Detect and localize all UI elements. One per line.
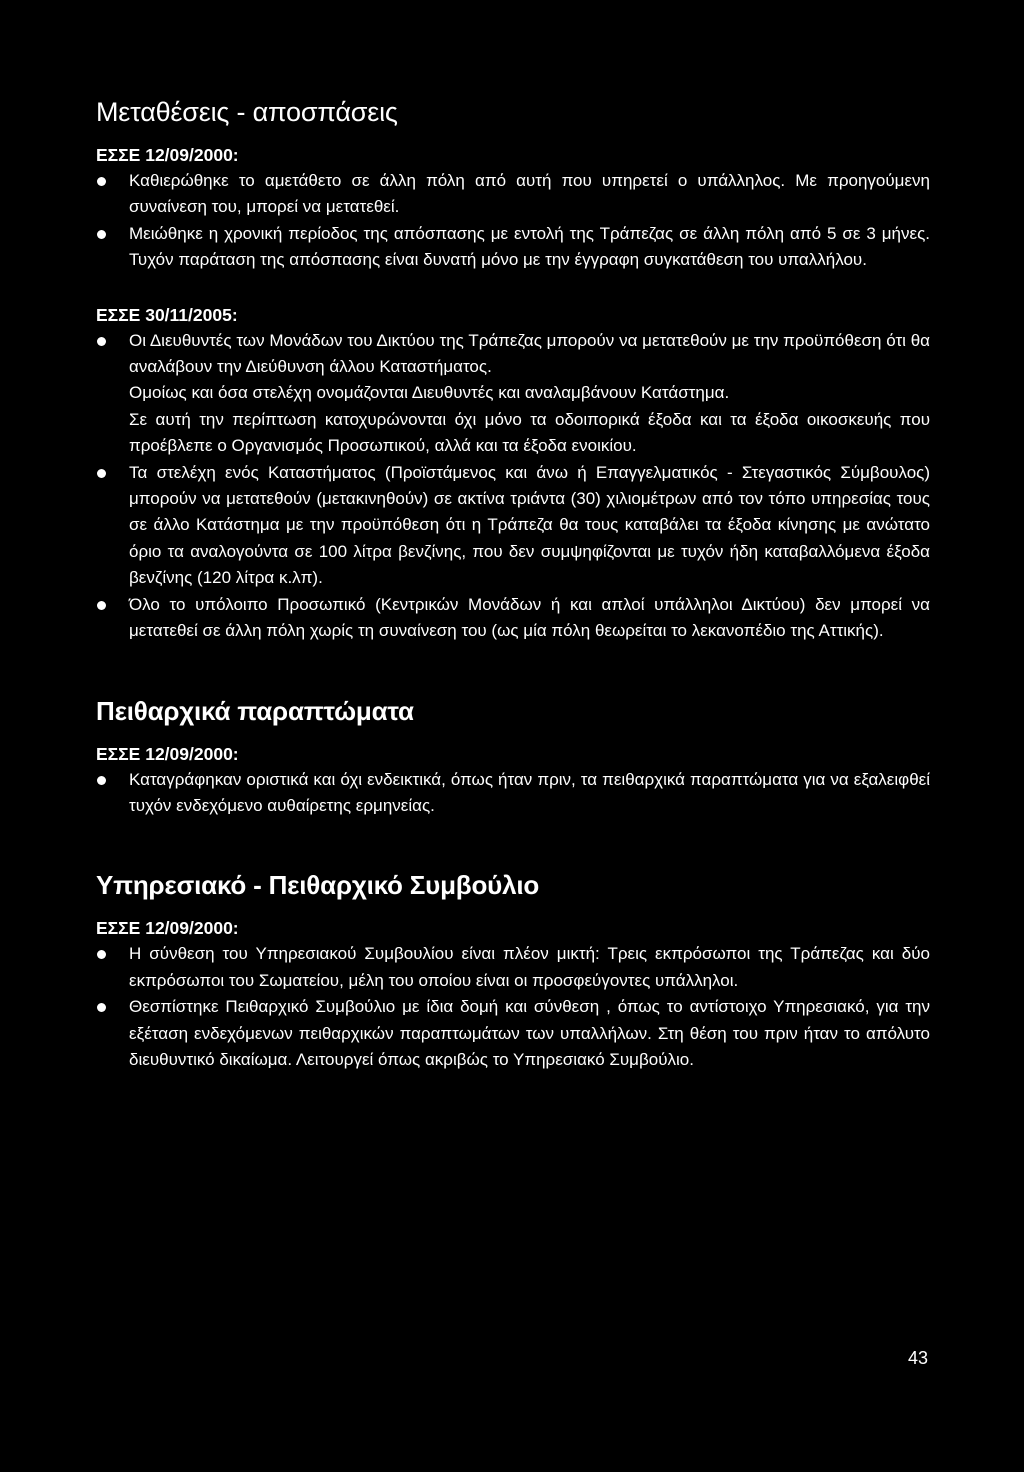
list-item: Όλο το υπόλοιπο Προσωπικό (Κεντρικών Μονάδων ή και απλοί υπάλληλοι Δικτύου) δεν μπορεί να μετατεθεί σε άλλη πόλη χωρίς τη συναίνεση του (ως μία πόλη θεωρείται το λεκανοπέδιο της Αττικής). [96,592,930,645]
bullet-icon [97,1003,106,1012]
bullet-list [96,168,930,274]
bullet-icon [97,950,106,959]
section-transfers-2005 [96,302,930,645]
section-disciplinary-offenses [96,691,930,820]
list-item: Καταγράφηκαν οριστικά και όχι ενδεικτικά, όπως ήταν πριν, τα πειθαρχικά παραπτώματα για να εξαλειφθεί τυχόν ενδεχόμενο αυθαίρετης ερμηνείας. [96,767,930,820]
list-item: Θεσπίστηκε Πειθαρχικό Συμβούλιο με ίδια δομή και σύνθεση , όπως το αντίστοιχο Υπηρεσιακό, για την εξέταση ενδεχόμενων πειθαρχικών παραπτωμάτων των υπαλλήλων. Στη θέση του πριν ήταν το απόλυτο διευθυντικό δικαίωμα. Λειτουργεί όπως ακριβώς το Υπηρεσιακό Συμβούλιο. [96,994,930,1073]
list-item: Τα στελέχη ενός Καταστήματος (Προϊστάμενος και άνω ή Επαγγελματικός - Στεγαστικός Σύμβουλος) μπορούν να μετατεθούν (μετακινηθούν) σε ακτίνα τριάντα (30) χιλιομέτρων από τον τόπο υπηρεσίας τους σε άλλο Κατάστημα με την προϋπόθεση ότι η Τράπεζα θα τους καταβάλει τα έξοδα κίνησης με ανώτατο όριο τα αναλογούντα σε 100 λίτρα βενζίνης, που δεν συμψηφίζονται με τυχόν ήδη καταβαλλόμενα έξοδα βενζίνης (120 λίτρα κ.λπ). [96,460,930,592]
section-title: Μεταθέσεις - αποσπάσεις [96,97,398,127]
bullet-icon [97,776,106,785]
bullet-icon [97,177,106,186]
section-service-council [96,865,930,1073]
section-title: Πειθαρχικά παραπτώματα [96,695,414,726]
page-number: 43 [907,1348,928,1368]
bullet-icon [97,230,106,239]
page-content [96,92,930,1073]
agreement-heading: ΕΣΣΕ 12/09/2000: [96,145,239,165]
list-item: Καθιερώθηκε το αμετάθετο σε άλλη πόλη από αυτή που υπηρετεί ο υπάλληλος. Με προηγούμενη συναίνεση του, μπορεί να μετατεθεί. [96,168,930,221]
bullet-icon [97,469,106,478]
agreement-heading: ΕΣΣΕ 30/11/2005: [96,304,238,325]
bullet-list [96,941,930,1073]
list-item: Η σύνθεση του Υπηρεσιακού Συμβουλίου είναι πλέον μικτή: Τρεις εκπρόσωποι της Τράπεζας και δύο εκπρόσωποι του Σωματείου, μέλη του οποίου είναι οι προσφεύγοντες υπάλληλοι. [96,941,930,994]
list-item: Μειώθηκε η χρονική περίοδος της απόσπασης με εντολή της Τράπεζας σε άλλη πόλη από 5 σε 3 μήνες. Τυχόν παράταση της απόσπασης είναι δυνατή μόνο με την έγγραφη συγκατάθεση του υπαλλήλου. [96,221,930,274]
agreement-heading: ΕΣΣΕ 12/09/2000: [96,918,239,939]
section-title: Υπηρεσιακό - Πειθαρχικό Συμβούλιο [96,870,540,901]
bullet-list [96,328,930,645]
bullet-icon [97,601,106,610]
agreement-heading: ΕΣΣΕ 12/09/2000: [96,743,239,764]
bullet-icon [97,337,106,346]
bullet-list [96,767,930,820]
list-item: Οι Διευθυντές των Μονάδων του Δικτύου της Τράπεζας μπορούν να μετατεθούν με την προϋπόθεση ότι θα αναλάβουν την Διεύθυνση άλλου Καταστήματος. Ομοίως και όσα στελέχη ονομάζονται Διευθυντές και αναλαμβάνουν Κατάστημα. Σε αυτή την περίπτωση κατοχυρώνονται όχι μόνο τα οδοιπορικά έξοδα και τα έξοδα οικοσκευής που προέβλεπε ο Οργανισμός Προσωπικού, αλλά και τα έξοδα ενοικίου. [96,328,930,460]
section-transfers [96,92,930,274]
